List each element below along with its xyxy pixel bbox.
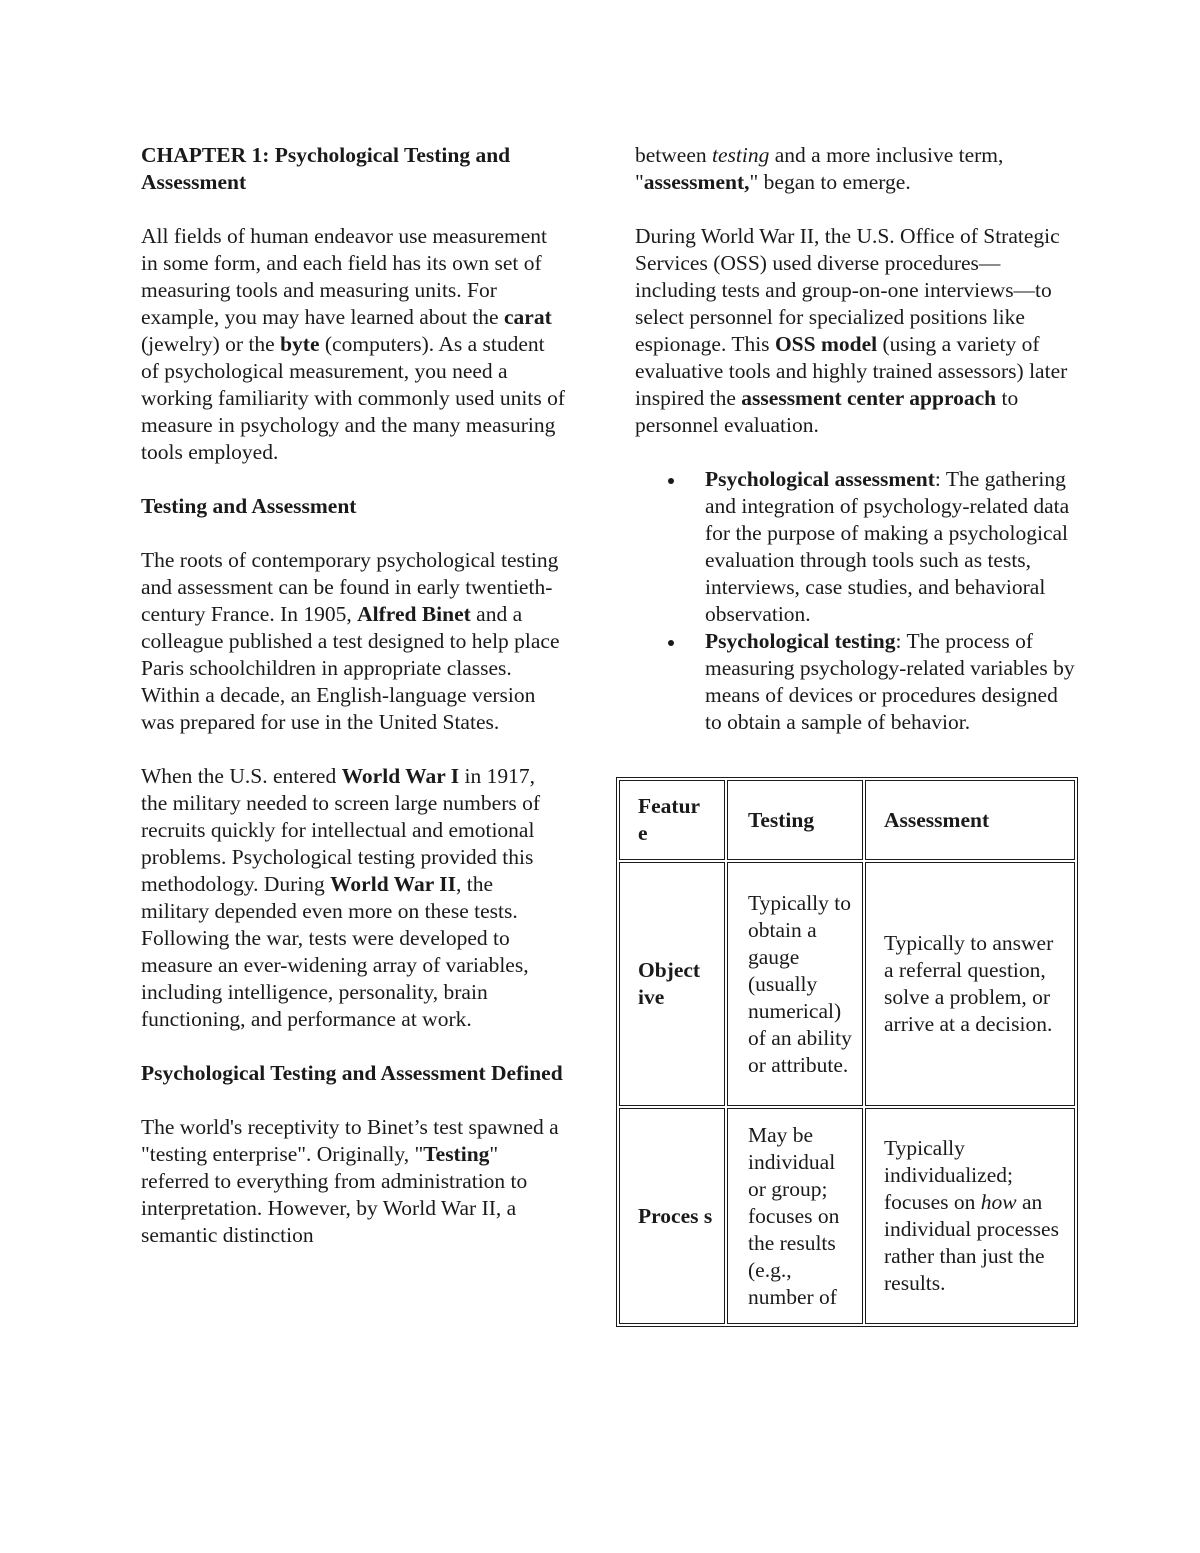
text: and a colleague published a test designed to help place Paris schoolchildren in appropriate classes. Within a decade, an English-language version was prepared for use in the United States. [141, 602, 560, 734]
assessment-cell [865, 1108, 1075, 1324]
testing-cell: May be individual or group; focuses on the results (e.g., number of [727, 1108, 863, 1324]
bold-term: OSS model [774, 332, 878, 356]
text: , the military depended even more on these tests. Following the war, tests were developed to measure an ever-widening array of variables, including intelligence, personality, brain functioning, and performance at work. [141, 872, 529, 1031]
header-cell-testing: Testing [727, 780, 863, 860]
table-header-row [619, 780, 1075, 860]
text: an individual processes rather than just the results. [884, 1190, 1059, 1295]
bold-term: World War I [341, 764, 460, 788]
bold-term: Psychological testing [705, 629, 896, 653]
list-item [635, 628, 1075, 736]
receptivity-paragraph [141, 1114, 566, 1249]
table-row [619, 1108, 1075, 1324]
continuation-paragraph [635, 142, 1075, 196]
text: : The gathering and integration of psychology-related data for the purpose of making a psychological evaluation through tools such as tests, interviews, case studies, and behavioral observation. [705, 467, 1070, 626]
text: in 1917, the military needed to screen large numbers of recruits quickly for intellectual and emotional problems. Psychological testing provided this methodology. During [141, 764, 540, 896]
chapter-title: CHAPTER 1: Psychological Testing and Assessment [141, 143, 511, 194]
text: " referred to everything from administration to interpretation. However, by World War II, a semantic distinction [141, 1142, 528, 1247]
feature-cell: Proces s [619, 1108, 725, 1324]
bold-term: byte [280, 332, 320, 356]
feature-cell: Object ive [619, 862, 725, 1106]
left-column [141, 142, 566, 1276]
bold-term: Alfred Binet [357, 602, 471, 626]
text: " began to emerge. [749, 170, 911, 194]
text: to personnel evaluation. [635, 386, 1019, 437]
text: (computers). As a student of psychological measurement, you need a working familiarity with commonly used units of measure in psychology and the many measuring tools employed. [141, 332, 565, 464]
testing-cell: Typically to obtain a gauge (usually numerical) of an ability or attribute. [727, 862, 863, 1106]
text: When the U.S. entered [141, 764, 342, 788]
oss-paragraph [635, 223, 1075, 439]
section-heading-testing: Testing and Assessment [141, 494, 357, 518]
text: : The process of measuring psychology-related variables by means of devices or procedures designed to obtain a sample of behavior. [705, 629, 1075, 734]
intro-paragraph [141, 223, 566, 466]
war-paragraph [141, 763, 566, 1033]
assessment-cell: Typically to answer a referral question, solve a problem, or arrive at a decision. [865, 862, 1075, 1106]
list-item [635, 466, 1075, 628]
text: The world's receptivity to Binet’s test spawned a "testing enterprise". Originally, " [141, 1115, 559, 1166]
header-cell-feature: Featur e [619, 780, 725, 860]
text: Typically individualized; focuses on [884, 1136, 1013, 1214]
italic-term: testing [712, 143, 770, 167]
roots-paragraph [141, 547, 566, 736]
bold-term: assessment, [643, 170, 750, 194]
bold-term: World War II [330, 872, 456, 896]
definition-list [635, 466, 1075, 736]
bullet-icon [668, 478, 674, 484]
bullet-icon [668, 640, 674, 646]
text: During World War II, the U.S. Office of Strategic Services (OSS) used diverse procedures—including tests and group-on-one interviews—to select personnel for specialized positions like espionage. This [635, 224, 1060, 356]
text: The roots of contemporary psychological testing and assessment can be found in early twentieth-century France. In 1905, [141, 548, 559, 626]
text: All fields of human endeavor use measurement in some form, and each field has its own set of measuring tools and measuring units. For example, you may have learned about the [141, 224, 547, 329]
header-cell-assessment: Assessment [865, 780, 1075, 860]
bold-term: assessment center approach [741, 386, 997, 410]
right-column [635, 142, 1075, 1327]
text: (jewelry) or the [141, 332, 281, 356]
text: between [635, 143, 713, 167]
comparison-table [616, 777, 1078, 1327]
section-heading-defined: Psychological Testing and Assessment Defined [141, 1061, 563, 1085]
bold-term: Testing [423, 1142, 490, 1166]
bold-term: carat [503, 305, 552, 329]
text: (using a variety of evaluative tools and highly trained assessors) later inspired the [635, 332, 1068, 410]
table-row [619, 862, 1075, 1106]
text: and a more inclusive term, " [635, 143, 1004, 194]
italic-term: how [980, 1190, 1017, 1214]
bold-term: Psychological assessment [705, 467, 935, 491]
